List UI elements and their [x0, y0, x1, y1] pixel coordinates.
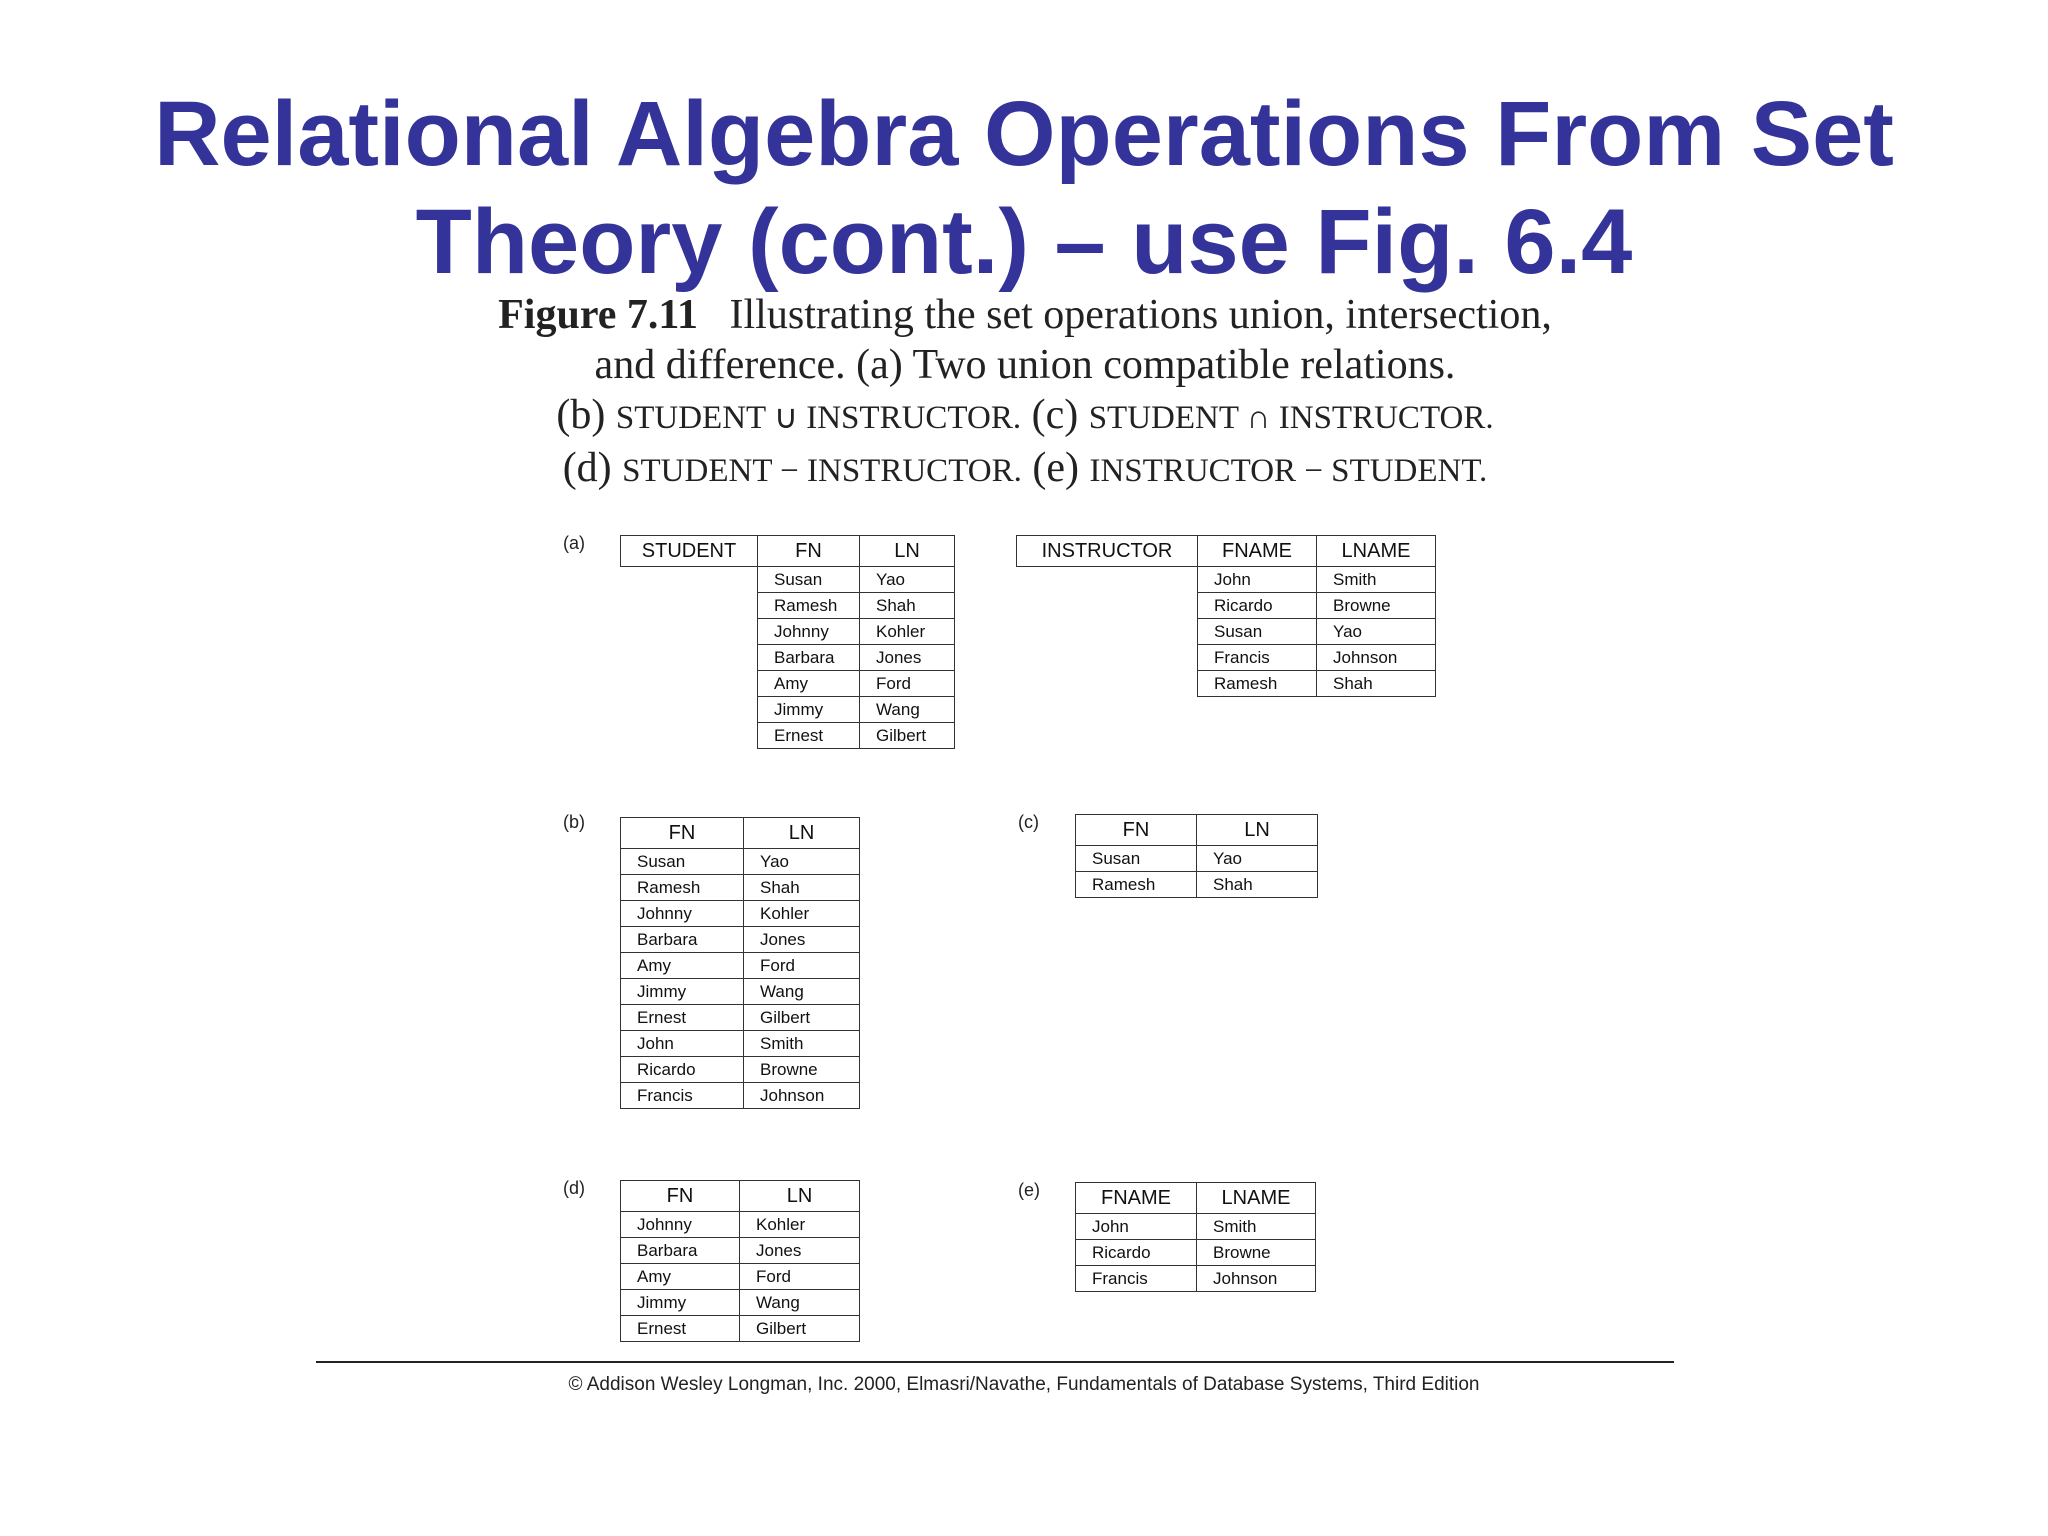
table-row: [621, 1264, 860, 1290]
first-name-cell: Johnny: [621, 1212, 740, 1238]
last-name-cell: Ford: [860, 671, 955, 697]
instructor-minus-student-table: [1075, 1182, 1316, 1292]
table-row: [1017, 593, 1436, 619]
table-row: [1076, 872, 1318, 898]
table-row: [621, 619, 955, 645]
first-name-cell: Susan: [1198, 619, 1317, 645]
first-name-cell: Johnny: [621, 901, 744, 927]
first-name-cell: Barbara: [621, 927, 744, 953]
last-name-cell: Ford: [740, 1264, 860, 1290]
first-name-cell: Susan: [758, 567, 860, 593]
first-name-cell: Amy: [621, 1264, 740, 1290]
student-rows: [621, 567, 955, 749]
last-name-cell: Wang: [744, 979, 860, 1005]
figure-caption: [360, 290, 1690, 496]
last-name-cell: Shah: [860, 593, 955, 619]
union-rows: [621, 849, 860, 1109]
caption-line-2: and difference. (a) Two union compatible relations.: [594, 342, 1456, 388]
last-name-cell: Kohler: [744, 901, 860, 927]
table-row: [621, 1316, 860, 1342]
table-row: [621, 1212, 860, 1238]
instructor-col-lname: LNAME: [1317, 536, 1436, 567]
title-line-1: Relational Algebra Operations From Set: [154, 83, 1894, 185]
last-name-cell: Johnson: [1317, 645, 1436, 671]
instructor-rows: [1017, 567, 1436, 697]
caption-line-1: Illustrating the set operations union, intersection,: [729, 292, 1552, 338]
table-row: [621, 723, 955, 749]
table-row: [1017, 619, 1436, 645]
difference-e-col-lname: LNAME: [1197, 1183, 1316, 1214]
table-row: [621, 953, 860, 979]
caption-b-label: (b): [556, 392, 606, 438]
intersection-rows: [1076, 846, 1318, 898]
empty-cell: [621, 593, 758, 619]
union-col-fn: FN: [621, 818, 744, 849]
last-name-cell: Yao: [744, 849, 860, 875]
title-line-2: Theory (cont.) – use Fig. 6.4: [415, 191, 1633, 293]
last-name-cell: Johnson: [744, 1083, 860, 1109]
table-row: [1017, 671, 1436, 697]
empty-cell: [621, 567, 758, 593]
difference-d-col-fn: FN: [621, 1181, 740, 1212]
first-name-cell: Susan: [1076, 846, 1197, 872]
table-row: [621, 567, 955, 593]
last-name-cell: Kohler: [860, 619, 955, 645]
first-name-cell: Ernest: [621, 1316, 740, 1342]
last-name-cell: Yao: [1317, 619, 1436, 645]
panel-a-label: (a): [563, 533, 585, 553]
table-row: [621, 1005, 860, 1031]
first-name-cell: Amy: [621, 953, 744, 979]
caption-e-text: INSTRUCTOR − STUDENT.: [1089, 453, 1488, 489]
last-name-cell: Jones: [860, 645, 955, 671]
last-name-cell: Shah: [744, 875, 860, 901]
intersection-table: [1075, 814, 1318, 898]
table-row: [1076, 1240, 1316, 1266]
first-name-cell: Susan: [621, 849, 744, 875]
first-name-cell: Francis: [1198, 645, 1317, 671]
table-row: [621, 697, 955, 723]
last-name-cell: Yao: [1197, 846, 1318, 872]
table-row: [621, 1238, 860, 1264]
instructor-relation-name: INSTRUCTOR: [1017, 536, 1198, 567]
panel-c-label: (c): [1018, 812, 1039, 832]
instructor-table: [1016, 535, 1436, 697]
first-name-cell: Ramesh: [1076, 872, 1197, 898]
intersection-col-ln: LN: [1197, 815, 1318, 846]
last-name-cell: Smith: [744, 1031, 860, 1057]
intersection-col-fn: FN: [1076, 815, 1197, 846]
first-name-cell: Francis: [621, 1083, 744, 1109]
caption-d-text: STUDENT − INSTRUCTOR.: [622, 453, 1022, 489]
first-name-cell: Ricardo: [1198, 593, 1317, 619]
table-row: [621, 593, 955, 619]
first-name-cell: Ernest: [621, 1005, 744, 1031]
first-name-cell: Ramesh: [621, 875, 744, 901]
table-row: [621, 875, 860, 901]
table-row: [1017, 567, 1436, 593]
difference-d-col-ln: LN: [740, 1181, 860, 1212]
difference-e-rows: [1076, 1214, 1316, 1292]
last-name-cell: Browne: [744, 1057, 860, 1083]
first-name-cell: John: [621, 1031, 744, 1057]
student-minus-instructor-table: [620, 1180, 860, 1342]
last-name-cell: Johnson: [1197, 1266, 1316, 1292]
panel-d-label: (d): [563, 1178, 585, 1198]
instructor-col-fname: FNAME: [1198, 536, 1317, 567]
caption-e-label: (e): [1032, 445, 1079, 491]
table-row: [1076, 1266, 1316, 1292]
difference-d-rows: [621, 1212, 860, 1342]
last-name-cell: Gilbert: [744, 1005, 860, 1031]
first-name-cell: Amy: [758, 671, 860, 697]
table-row: [621, 671, 955, 697]
panel-e-label: (e): [1018, 1180, 1040, 1200]
slide-title: [0, 80, 2048, 296]
caption-c-text: STUDENT ∩ INSTRUCTOR.: [1088, 400, 1494, 436]
table-row: [621, 1290, 860, 1316]
first-name-cell: John: [1076, 1214, 1197, 1240]
student-col-fn: FN: [758, 536, 860, 567]
first-name-cell: Francis: [1076, 1266, 1197, 1292]
last-name-cell: Gilbert: [740, 1316, 860, 1342]
copyright-footer: © Addison Wesley Longman, Inc. 2000, Elmasri/Navathe, Fundamentals of Database Systems, Third Edition: [568, 1374, 1480, 1395]
panel-b-label: (b): [563, 812, 585, 832]
table-row: [621, 849, 860, 875]
figure-label: Figure 7.11: [498, 292, 699, 338]
student-relation-name: STUDENT: [621, 536, 758, 567]
footer-divider: [316, 1361, 1674, 1363]
table-row: [621, 1083, 860, 1109]
caption-c-label: (c): [1031, 392, 1079, 438]
first-name-cell: Jimmy: [758, 697, 860, 723]
table-row: [1076, 1214, 1316, 1240]
student-table: [620, 535, 955, 749]
empty-cell: [621, 645, 758, 671]
table-row: [621, 979, 860, 1005]
table-row: [621, 927, 860, 953]
last-name-cell: Shah: [1197, 872, 1318, 898]
last-name-cell: Kohler: [740, 1212, 860, 1238]
table-row: [621, 1057, 860, 1083]
last-name-cell: Wang: [740, 1290, 860, 1316]
table-row: [1076, 846, 1318, 872]
empty-cell: [1017, 671, 1198, 697]
last-name-cell: Ford: [744, 953, 860, 979]
difference-e-col-fname: FNAME: [1076, 1183, 1197, 1214]
empty-cell: [621, 723, 758, 749]
union-col-ln: LN: [744, 818, 860, 849]
union-table: [620, 817, 860, 1109]
last-name-cell: Gilbert: [860, 723, 955, 749]
student-col-ln: LN: [860, 536, 955, 567]
last-name-cell: Browne: [1197, 1240, 1316, 1266]
empty-cell: [1017, 619, 1198, 645]
table-row: [621, 1031, 860, 1057]
last-name-cell: Smith: [1317, 567, 1436, 593]
first-name-cell: Jimmy: [621, 1290, 740, 1316]
last-name-cell: Shah: [1317, 671, 1436, 697]
caption-d-label: (d): [562, 445, 612, 491]
first-name-cell: Barbara: [621, 1238, 740, 1264]
table-row: [1017, 645, 1436, 671]
first-name-cell: Johnny: [758, 619, 860, 645]
empty-cell: [621, 619, 758, 645]
first-name-cell: Ernest: [758, 723, 860, 749]
caption-b-text: STUDENT ∪ INSTRUCTOR.: [615, 400, 1022, 436]
last-name-cell: Yao: [860, 567, 955, 593]
last-name-cell: Wang: [860, 697, 955, 723]
first-name-cell: Jimmy: [621, 979, 744, 1005]
empty-cell: [621, 697, 758, 723]
last-name-cell: Jones: [740, 1238, 860, 1264]
first-name-cell: Ricardo: [621, 1057, 744, 1083]
first-name-cell: Barbara: [758, 645, 860, 671]
first-name-cell: Ramesh: [1198, 671, 1317, 697]
table-row: [621, 645, 955, 671]
last-name-cell: Browne: [1317, 593, 1436, 619]
first-name-cell: John: [1198, 567, 1317, 593]
table-row: [621, 901, 860, 927]
empty-cell: [621, 671, 758, 697]
empty-cell: [1017, 645, 1198, 671]
empty-cell: [1017, 593, 1198, 619]
first-name-cell: Ramesh: [758, 593, 860, 619]
first-name-cell: Ricardo: [1076, 1240, 1197, 1266]
empty-cell: [1017, 567, 1198, 593]
last-name-cell: Jones: [744, 927, 860, 953]
last-name-cell: Smith: [1197, 1214, 1316, 1240]
